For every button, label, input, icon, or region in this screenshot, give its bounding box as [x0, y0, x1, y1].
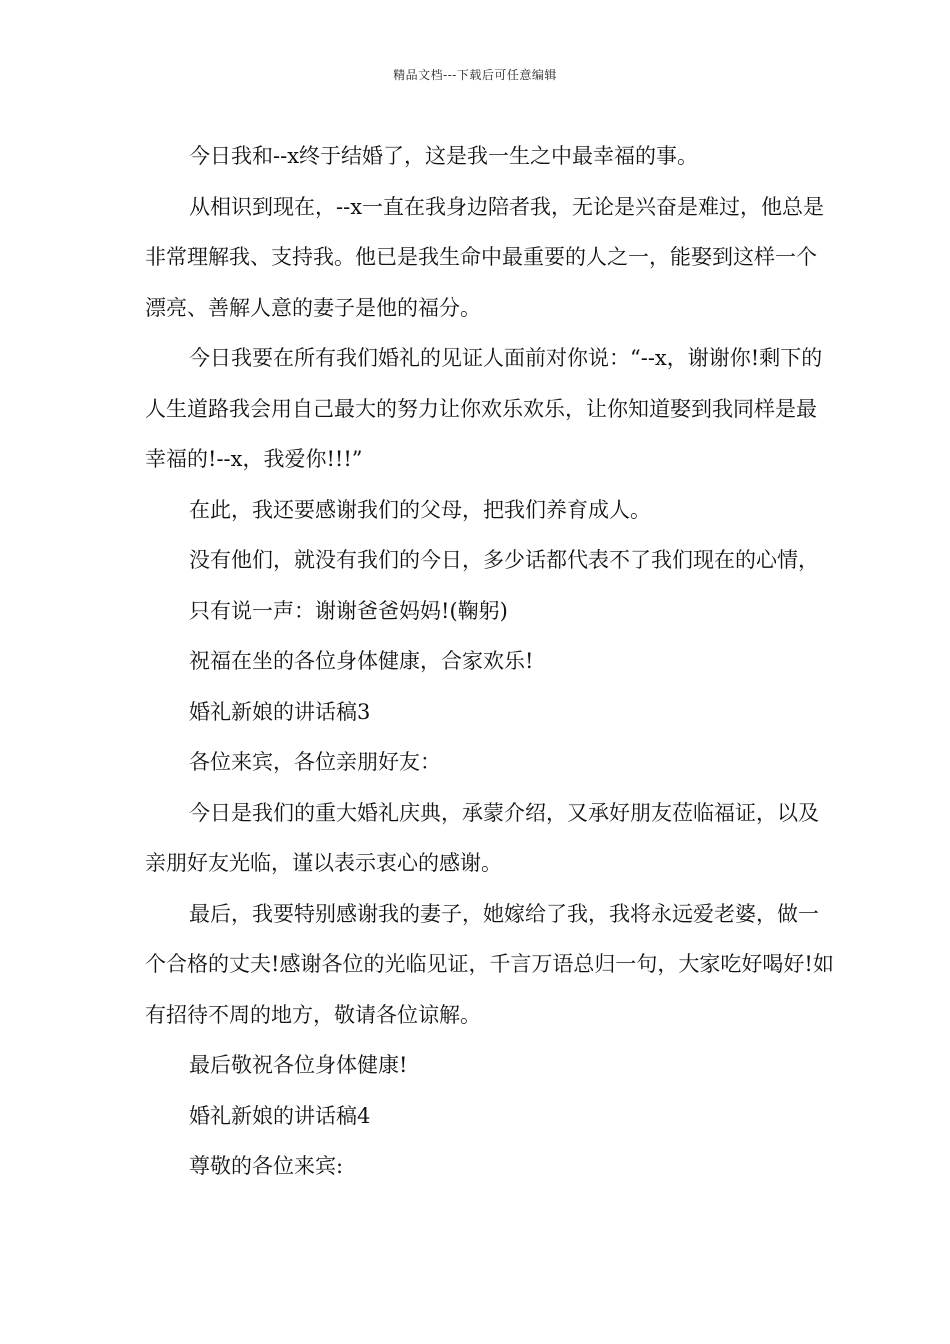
paragraph-3: 今日我要在所有我们婚礼的见证人面前对你说：“--x，谢谢你!剩下的人生道路我会用自己最大的努力让你欢乐欢乐，让你知道娶到我同样是最幸福的!--x，我爱你!!!”: [145, 346, 823, 471]
paragraph-2: 从相识到现在，--x一直在我身边陪者我，无论是兴奋是难过，他总是非常理解我、支持我。他已是我生命中最重要的人之一，能娶到这样一个漂亮、善解人意的妻子是他的福分。: [145, 194, 825, 320]
paragraph-6: 只有说一声：谢谢爸爸妈妈!(鞠躬): [189, 598, 508, 623]
paragraph-14: 尊敬的各位来宾:: [189, 1154, 344, 1178]
paragraph-4: 在此，我还要感谢我们的父母，把我们养育成人。: [189, 497, 651, 522]
document-body: [145, 131, 835, 1192]
paragraph-12: 最后敬祝各位身体健康!: [189, 1053, 408, 1077]
section-heading-4: 婚礼新娘的讲话稿4: [189, 1103, 371, 1128]
page-header: 精品文档---下载后可任意编辑: [393, 68, 557, 82]
paragraph-1: 今日我和--x终于结婚了，这是我一生之中最幸福的事。: [189, 144, 699, 168]
paragraph-10: 今日是我们的重大婚礼庆典，承蒙介绍，又承好朋友莅临福证，以及亲朋好友光临，谨以表示衷心的感谢。: [145, 800, 819, 875]
paragraph-5: 没有他们，就没有我们的今日，多少话都代表不了我们现在的心情，: [189, 548, 819, 572]
section-heading-3: 婚礼新娘的讲话稿3: [189, 699, 371, 724]
paragraph-9: 各位来宾，各位亲朋好友：: [189, 750, 441, 774]
paragraph-7: 祝福在坐的各位身体健康，合家欢乐!: [189, 649, 534, 673]
paragraph-11: 最后，我要特别感谢我的妻子，她嫁给了我，我将永远爱老婆，做一个合格的丈夫!感谢各位的光临见证，千言万语总归一句，大家吃好喝好!如有招待不周的地方，敬请各位谅解。: [145, 901, 834, 1027]
